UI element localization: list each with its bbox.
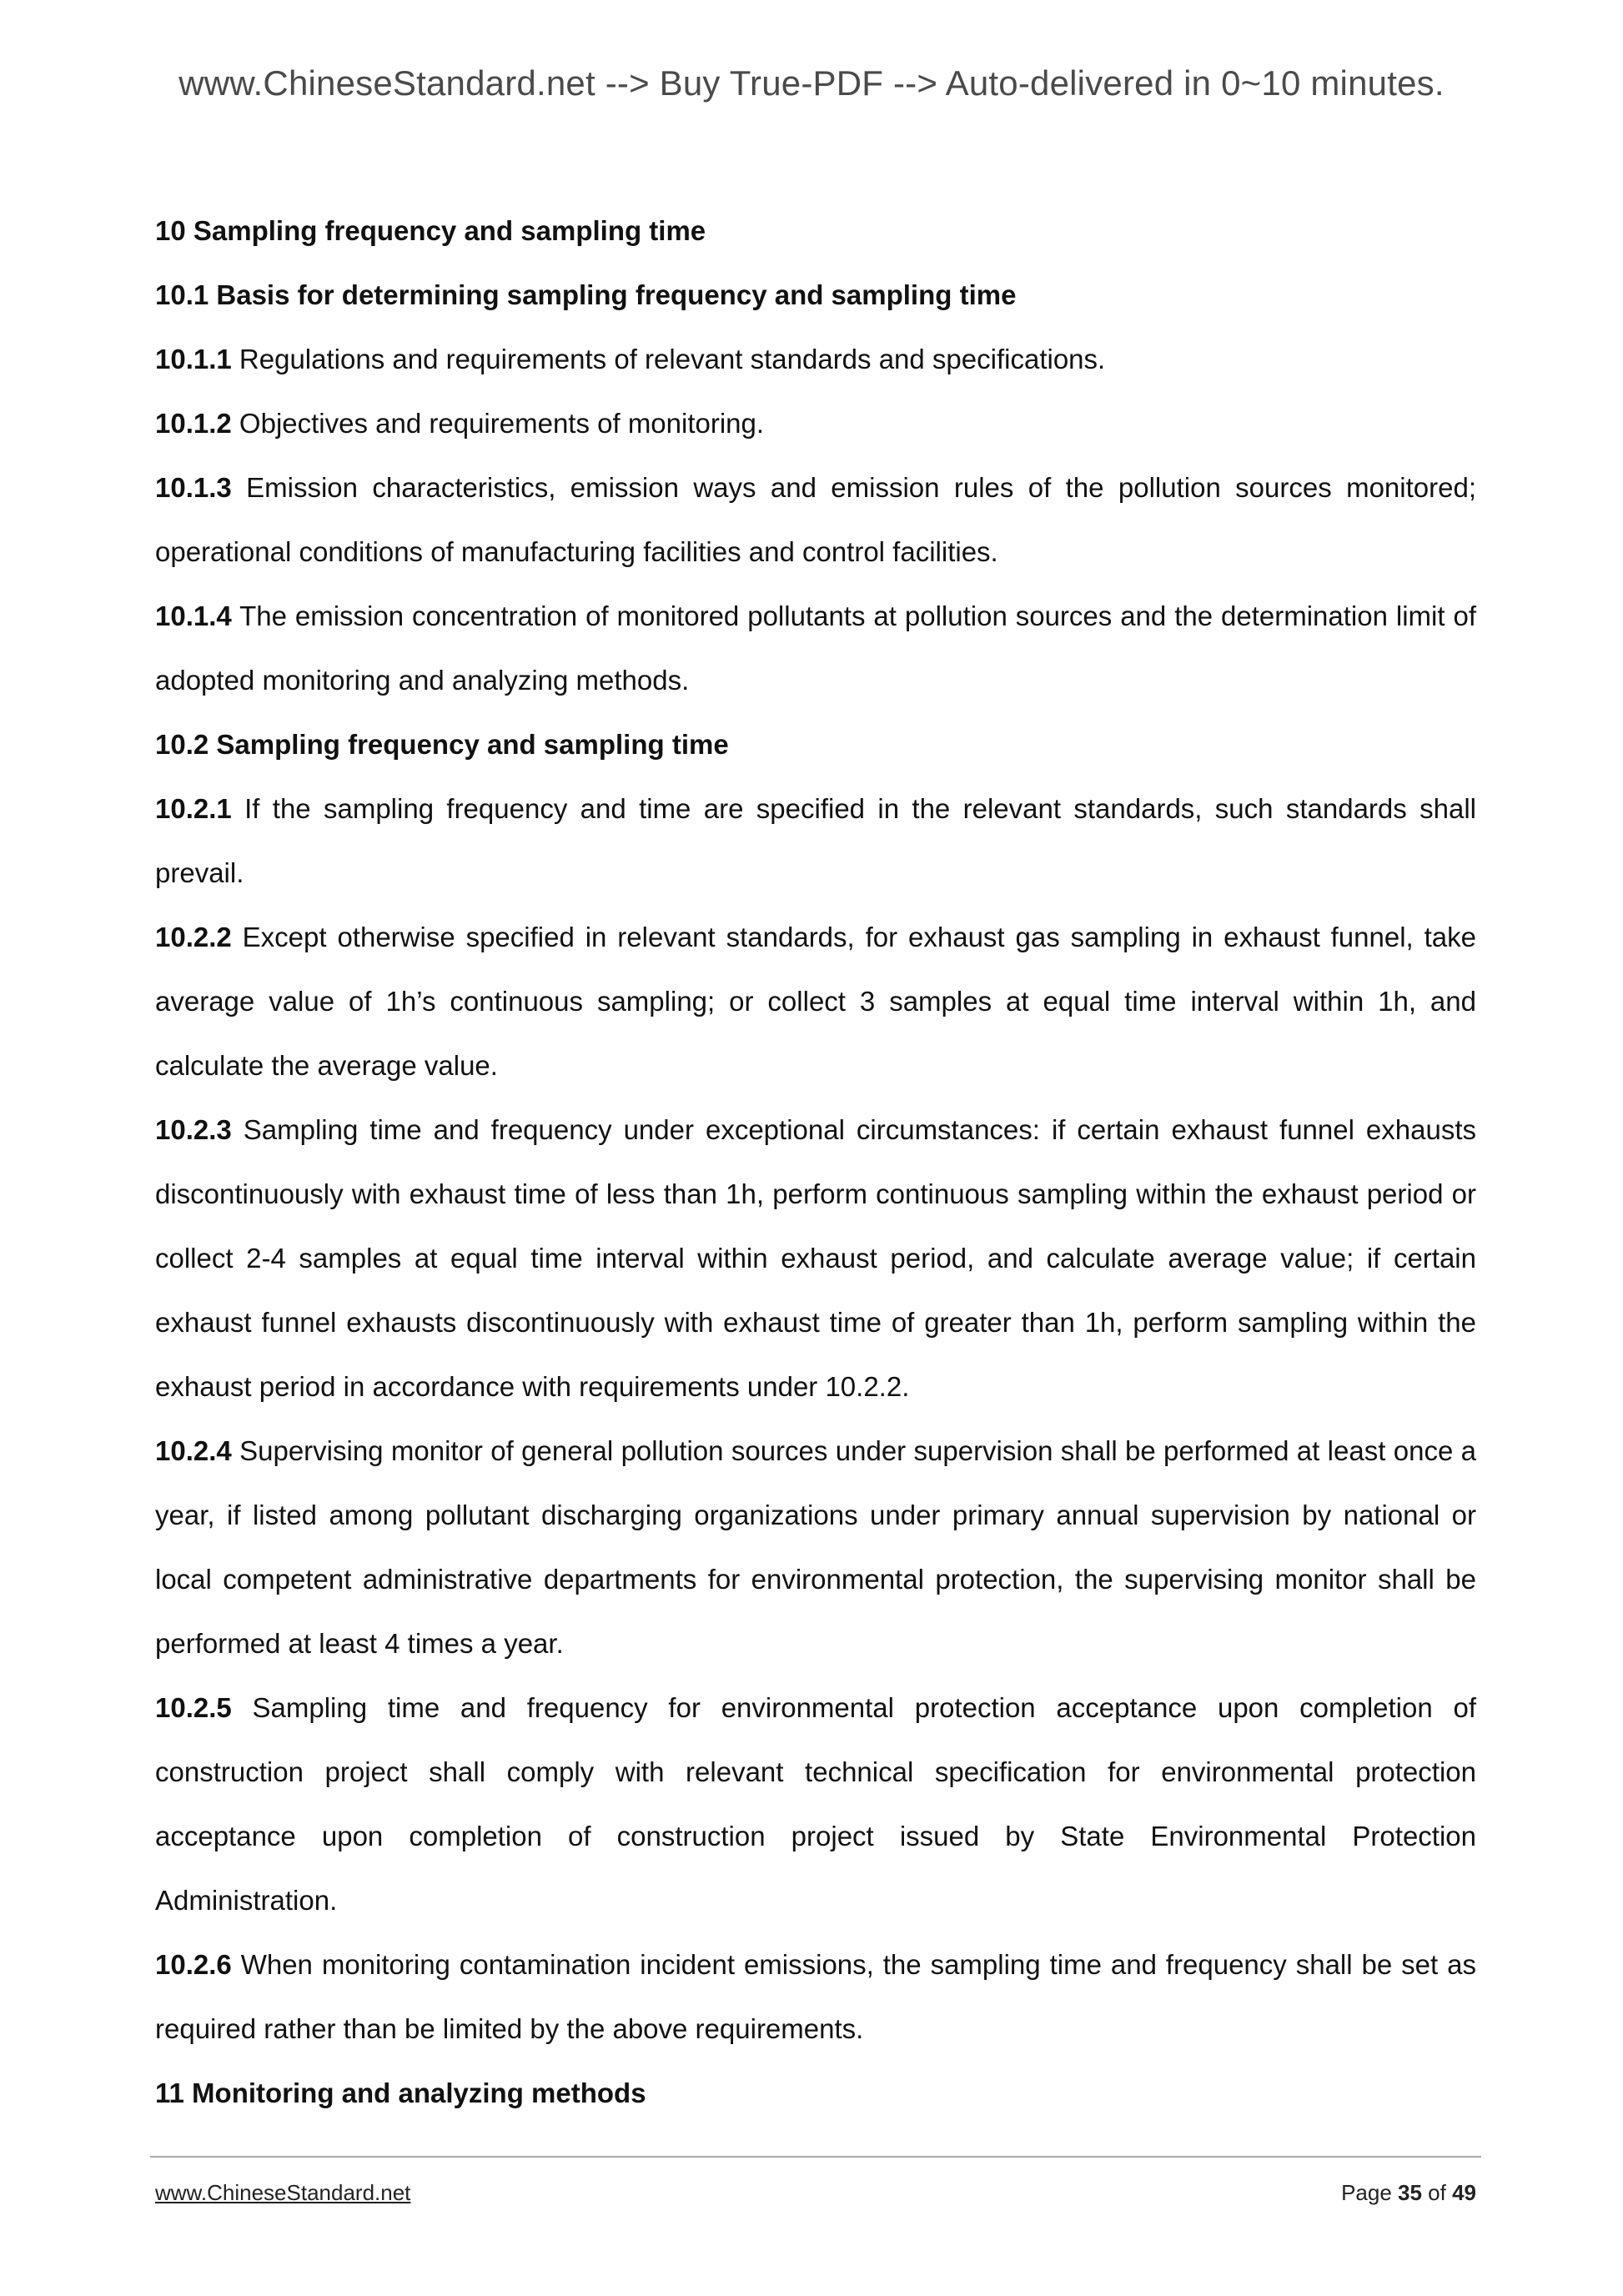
clause-number: 10.1.4 bbox=[155, 600, 232, 631]
page-prefix: Page bbox=[1341, 2180, 1399, 2205]
clause-10-2-3 bbox=[155, 1098, 1476, 1419]
clause-text: Except otherwise specified in relevant standards, for exhaust gas sampling in exhaust funnel, take average value of 1h’s continuous sampling; or collect 3 samples at equal time interval within 1h, and calculate the average value. bbox=[155, 922, 1476, 1081]
section-heading-10: 10 Sampling frequency and sampling time bbox=[155, 215, 706, 246]
section-heading-10-1: 10.1 Basis for determining sampling frequency and sampling time bbox=[155, 279, 1017, 310]
clause-text: When monitoring contamination incident emissions, the sampling time and frequency shall be set as required rather than be limited by the above requirements. bbox=[155, 1949, 1476, 2044]
clause-10-1-4 bbox=[155, 584, 1476, 712]
clause-10-2-2 bbox=[155, 905, 1476, 1098]
clause-number: 10.2.5 bbox=[155, 1692, 232, 1723]
clause-number: 10.1.1 bbox=[155, 344, 232, 374]
clause-text: Objectives and requirements of monitoring. bbox=[231, 408, 765, 439]
clause-text: Sampling time and frequency under exceptional circumstances: if certain exhaust funnel exhausts discontinuously with exhaust time of less than 1h, perform continuous sampling within the exhaust period or collect 2-4 samples at equal time interval within exhaust period, and calculate average value; if certain exhaust funnel exhausts discontinuously with exhaust time of greater than 1h, perform sampling within the exhaust period in accordance with requirements under 10.2.2. bbox=[155, 1114, 1476, 1402]
clause-10-1-2 bbox=[155, 391, 1476, 455]
document-body bbox=[155, 198, 1476, 2125]
clause-number: 10.2.6 bbox=[155, 1949, 232, 1980]
clause-text: Supervising monitor of general pollution sources under supervision shall be performed at least once a year, if listed among pollutant discharging organizations under primary annual supervision by national or local competent administrative departments for environmental protection, the supervising monitor shall be performed at least 4 times a year. bbox=[155, 1435, 1476, 1659]
clause-text: Regulations and requirements of relevant standards and specifications. bbox=[231, 344, 1106, 374]
clause-10-2-1 bbox=[155, 776, 1476, 905]
clause-text: Sampling time and frequency for environmental protection acceptance upon completion of construction project shall comply with relevant technical specification for environmental protection acceptance upon completion of construction project issued by State Environmental Protection Administration. bbox=[155, 1692, 1476, 1916]
clause-number: 10.2.2 bbox=[155, 922, 232, 952]
page-of: of bbox=[1421, 2180, 1453, 2205]
clause-number: 10.2.1 bbox=[155, 793, 232, 824]
footer-divider bbox=[150, 2156, 1481, 2158]
clause-number: 10.2.3 bbox=[155, 1114, 232, 1145]
top-banner[interactable]: www.ChineseStandard.net --> Buy True-PDF --> Auto-delivered in 0~10 minutes. bbox=[178, 63, 1445, 103]
clause-number: 10.2.4 bbox=[155, 1435, 232, 1466]
clause-10-1-1 bbox=[155, 327, 1476, 391]
clause-10-2-6 bbox=[155, 1932, 1476, 2061]
clause-text: Emission characteristics, emission ways and emission rules of the pollution sources monitored; operational conditions of manufacturing facilities and control facilities. bbox=[155, 472, 1476, 567]
page-indicator bbox=[1341, 2180, 1476, 2206]
clause-number: 10.1.2 bbox=[155, 408, 232, 439]
footer-site-link[interactable]: www.ChineseStandard.net bbox=[155, 2180, 411, 2205]
clause-number: 10.1.3 bbox=[155, 472, 232, 503]
clause-10-2-5 bbox=[155, 1676, 1476, 1932]
clause-10-2-4 bbox=[155, 1419, 1476, 1676]
section-heading-11: 11 Monitoring and analyzing methods bbox=[155, 2077, 646, 2108]
clause-10-1-3 bbox=[155, 455, 1476, 584]
page-total: 49 bbox=[1452, 2180, 1476, 2205]
clause-text: The emission concentration of monitored pollutants at pollution sources and the determination limit of adopted monitoring and analyzing methods. bbox=[155, 600, 1476, 696]
clause-text: If the sampling frequency and time are specified in the relevant standards, such standards shall prevail. bbox=[155, 793, 1476, 888]
section-heading-10-2: 10.2 Sampling frequency and sampling time bbox=[155, 729, 729, 760]
page-current: 35 bbox=[1398, 2180, 1422, 2205]
